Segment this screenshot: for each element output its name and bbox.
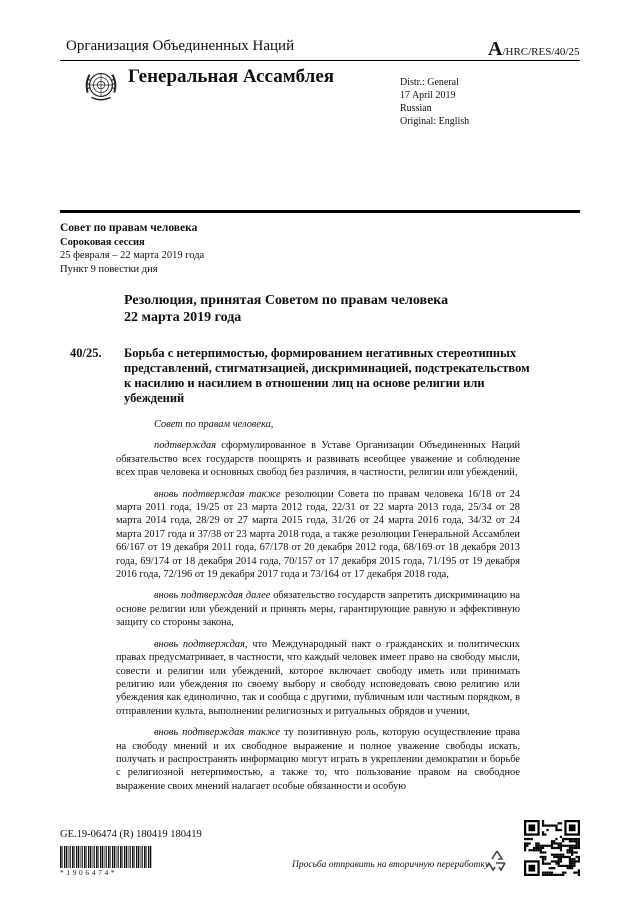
resolution-title-line1: Резолюция, принятая Советом по правам человека xyxy=(124,293,449,308)
barcode-number: *1906474* xyxy=(60,868,118,877)
distr-original: Original: English xyxy=(400,116,470,127)
resolution-body xyxy=(116,418,520,801)
preamble-paragraph xyxy=(116,589,520,629)
council-agenda: Пункт 9 повестки дня xyxy=(60,263,158,275)
resolution-number: 40/25. xyxy=(70,346,102,360)
resolution-heading: Борьба с нетерпимостью, формированием негативных стереотипных представлений, стигматизацией, дискриминацией, подстрекательством к насилию и насилием в отношении лиц на основе религии или убеждений xyxy=(124,346,530,405)
council-dates: 25 февраля – 22 марта 2019 года xyxy=(60,250,205,261)
recycle-note: Просьба отправить на вторичную переработку xyxy=(292,860,490,870)
distr-line: Distr.: General xyxy=(400,77,459,88)
paragraph-text: , что Международный пакт о гражданских и политических правах предусматривает, в частности, что каждый человек имеет право на свободу мысли, совести и религии или убеждений, которое включает свободу иметь или принимать религию или убеждения по своему выбору и свободу исповедовать свою религию или убеждения как единолично, так и сообща с другими, публичным или частным порядком, в отправлении культа, выполнении религиозных и ритуальных обрядов и учении, xyxy=(116,638,521,717)
council-name: Совет по правам человека xyxy=(60,222,198,234)
recycle-icon xyxy=(484,848,510,874)
paragraph-lead: вновь подтверждая далее xyxy=(154,590,271,602)
paragraph-text: резолюции Совета по правам человека 16/18 от 24 марта 2011 года, 19/25 от 23 марта 2012 года, 22/31 от 22 марта 2013 года, 25/34 от 28 марта 2014 года, 28/29 от 27 марта 2015 года, 31/26 от 24 марта 2016 года, 34/32 от 24 марта 2017 года и 37/38 от 23 марта 2018 года, а также резолюции Генеральной Ассамблеи 66/167 от 19 декабря 2011 года, 67/178 от 20 декабря 2012 года, 68/169 от 18 декабря 2013 года, 69/174 от 18 декабря 2014 года, 70/157 от 17 декабря 2015 года, 71/195 от 19 декабря 2016 года, 72/196 от 19 декабря 2017 года и 73/164 от 17 декабря 2018 года, xyxy=(116,488,520,581)
document-code: GE.19-06474 (R) 180419 180419 xyxy=(60,829,202,840)
qr-code-icon xyxy=(524,820,580,876)
header-rule xyxy=(60,60,580,61)
paragraph-text: ту позитивную роль, которую осуществление права на свободу мнений и их свободное выражение и полное уважение свободы искать, получать и распространять информацию могут играть в укреплении демократии и борьбе с религиозной нетерпимостью, а также то, что пользование правом на свободное выражение своих мнений налагает особые обязанности и особую xyxy=(116,727,520,792)
preamble-paragraph xyxy=(116,418,520,431)
council-session: Сороковая сессия xyxy=(60,236,145,248)
preamble-paragraph xyxy=(116,439,520,479)
paragraph-text: сформулированное в Уставе Организации Объединенных Наций обязательство всех государств поощрять и развивать всеобщее уважение и соблюдение всех прав человека и основных свобод без различия, в частности, религии или убеждений, xyxy=(116,440,520,479)
paragraph-lead: вновь подтверждая также xyxy=(154,488,281,500)
distr-language: Russian xyxy=(400,103,432,114)
paragraph-text: обязательство государств запретить дискриминацию на основе религии или убеждений и принять меры, гарантирующие равную и эффективную защиту со стороны закона, xyxy=(116,590,521,629)
distribution-block xyxy=(400,76,469,128)
resolution-title-line2: 22 марта 2019 года xyxy=(124,310,242,325)
paragraph-lead: вновь подтверждая также xyxy=(154,727,281,739)
paragraph-lead: вновь подтверждая xyxy=(154,638,245,650)
preamble-paragraph xyxy=(116,726,520,793)
symbol-letter: A xyxy=(488,38,503,60)
organization-name: Организация Объединенных Наций xyxy=(66,38,295,54)
distr-date: 17 April 2019 xyxy=(400,90,456,101)
preamble-paragraph xyxy=(116,638,520,718)
paragraph-lead: подтверждая xyxy=(154,440,217,452)
general-assembly-title: Генеральная Ассамблея xyxy=(128,66,335,87)
un-emblem-icon xyxy=(82,66,120,104)
resolution-title xyxy=(124,292,448,326)
symbol-code: /HRC/RES/40/25 xyxy=(502,46,580,58)
preamble-paragraph xyxy=(116,488,520,582)
paragraph-lead: Совет по правам человека, xyxy=(154,419,274,430)
section-rule xyxy=(60,210,580,213)
document-symbol xyxy=(488,38,579,61)
barcode-icon xyxy=(60,846,152,868)
council-block xyxy=(60,222,204,276)
